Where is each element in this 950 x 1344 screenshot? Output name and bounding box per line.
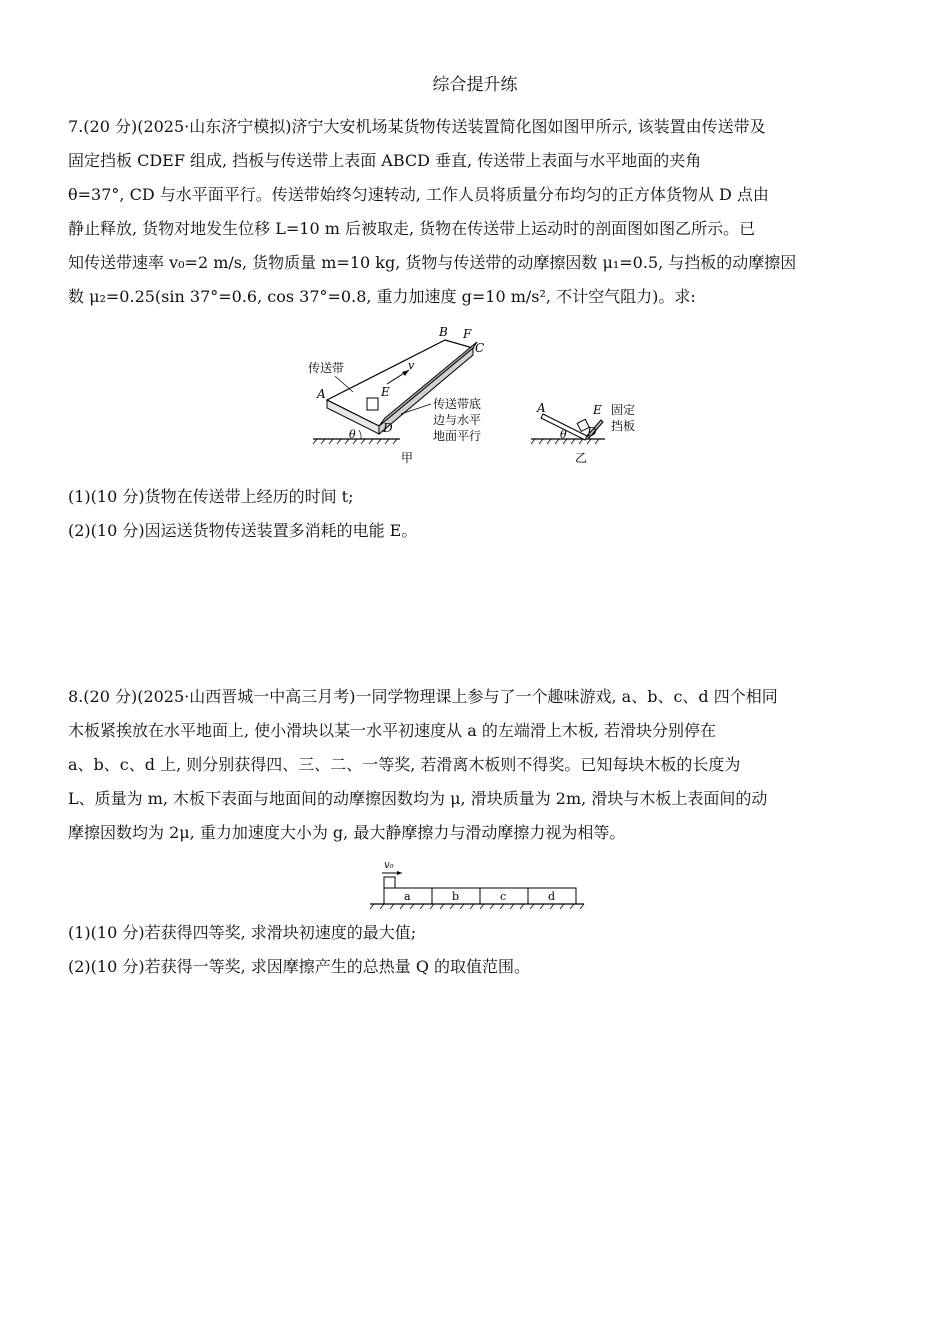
v0-label: v₀ — [384, 860, 394, 871]
question-7-subquestions — [68, 480, 883, 548]
point-D-section: D — [587, 425, 597, 439]
theta-arc — [359, 430, 361, 439]
q7-line: 7.(20 分)(2025·山东济宁模拟)济宁大安机场某货物传送装置简化图如图甲所示, 该装置由传送带及 — [68, 117, 766, 136]
point-C: C — [475, 341, 485, 355]
q7-line: 固定挡板 CDEF 组成, 挡板与传送带上表面 ABCD 垂直, 传送带上表面与水平地面的夹角 — [68, 151, 702, 170]
point-E-section: E — [593, 403, 602, 417]
boards-figure — [360, 856, 590, 910]
edge-note-1: 传送带底 — [433, 397, 482, 411]
board-b-label: b — [452, 890, 460, 903]
board-c-label: c — [500, 890, 507, 903]
theta-label-section: θ — [560, 428, 567, 441]
theta-label: θ — [349, 428, 356, 441]
board-d-label: d — [548, 890, 556, 903]
q8-sub1: (1)(10 分)若获得四等奖, 求滑块初速度的最大值; — [68, 923, 417, 942]
q8-line: 8.(20 分)(2025·山西晋城一中高三月考)一同学物理课上参与了一个趣味游戏, a、b、c、d 四个相同 — [68, 687, 778, 706]
point-D: D — [383, 421, 393, 435]
point-B: B — [439, 325, 448, 339]
conveyor-diagram — [305, 322, 655, 468]
v0-arrowhead — [397, 871, 402, 875]
belt-label-leader — [335, 376, 353, 392]
q7-line: 数 μ₂=0.25(sin 37°=0.6, cos 37°=0.8, 重力加速度 g=10 m/s², 不计空气阻力)。求: — [68, 287, 696, 306]
fixed-label-1: 固定 — [611, 403, 636, 417]
q8-line: L、质量为 m, 木板下表面与地面间的动摩擦因数均为 μ, 滑块质量为 2m, 滑块与木板上表面间的动 — [68, 789, 768, 808]
edge-note-3: 地面平行 — [433, 429, 482, 443]
point-A: A — [317, 387, 326, 401]
edge-note-2: 边与水平 — [433, 413, 482, 427]
q7-line: 静止释放, 货物对地发生位移 L=10 m 后被取走, 货物在传送带上运动时的剖面图如图乙所示。已 — [68, 219, 756, 238]
q8-sub2: (2)(10 分)若获得一等奖, 求因摩擦产生的总热量 Q 的取值范围。 — [68, 957, 531, 976]
q7-line: θ=37°, CD 与水平面平行。传送带始终匀速转动, 工作人员将质量分布均匀的正方体货物从 D 点由 — [68, 185, 769, 204]
q8-line: 木板紧挨放在水平地面上, 使小滑块以某一水平初速度从 a 的左端滑上木板, 若滑块分别停在 — [68, 721, 717, 740]
page-title: 综合提升练 — [432, 75, 518, 95]
floor-hatch — [370, 904, 584, 909]
question-8-text — [68, 680, 883, 850]
question-8-subquestions — [68, 916, 883, 984]
q7-line: 知传送带速率 v₀=2 m/s, 货物质量 m=10 kg, 货物与传送带的动摩擦因数 μ₁=0.5, 与挡板的动摩擦因 — [68, 253, 797, 272]
q7-sub2: (2)(10 分)因运送货物传送装置多消耗的电能 E。 — [68, 521, 418, 540]
slider-block — [384, 877, 395, 888]
figure-label-yi: 乙 — [575, 451, 588, 465]
q7-sub1: (1)(10 分)货物在传送带上经历的时间 t; — [68, 487, 354, 506]
point-E: E — [381, 385, 390, 399]
q8-line: 摩擦因数均为 2μ, 重力加速度大小为 g, 最大静摩擦力与滑动摩擦力视为相等。 — [68, 823, 626, 842]
point-F: F — [463, 327, 472, 341]
figure-label-jia: 甲 — [401, 451, 414, 465]
q8-line: a、b、c、d 上, 则分别获得四、三、二、一等奖, 若滑离木板则不得奖。已知每块木板的长度为 — [68, 755, 741, 774]
cargo-box — [367, 398, 378, 410]
boards-diagram — [360, 856, 590, 910]
belt-label: 传送带 — [308, 361, 345, 375]
conveyor-figure — [305, 322, 655, 468]
question-7-text — [68, 110, 883, 314]
point-A-section: A — [537, 401, 546, 415]
velocity-label: v — [408, 359, 415, 372]
board-a-label: a — [404, 890, 411, 903]
fixed-label-2: 挡板 — [611, 419, 636, 433]
